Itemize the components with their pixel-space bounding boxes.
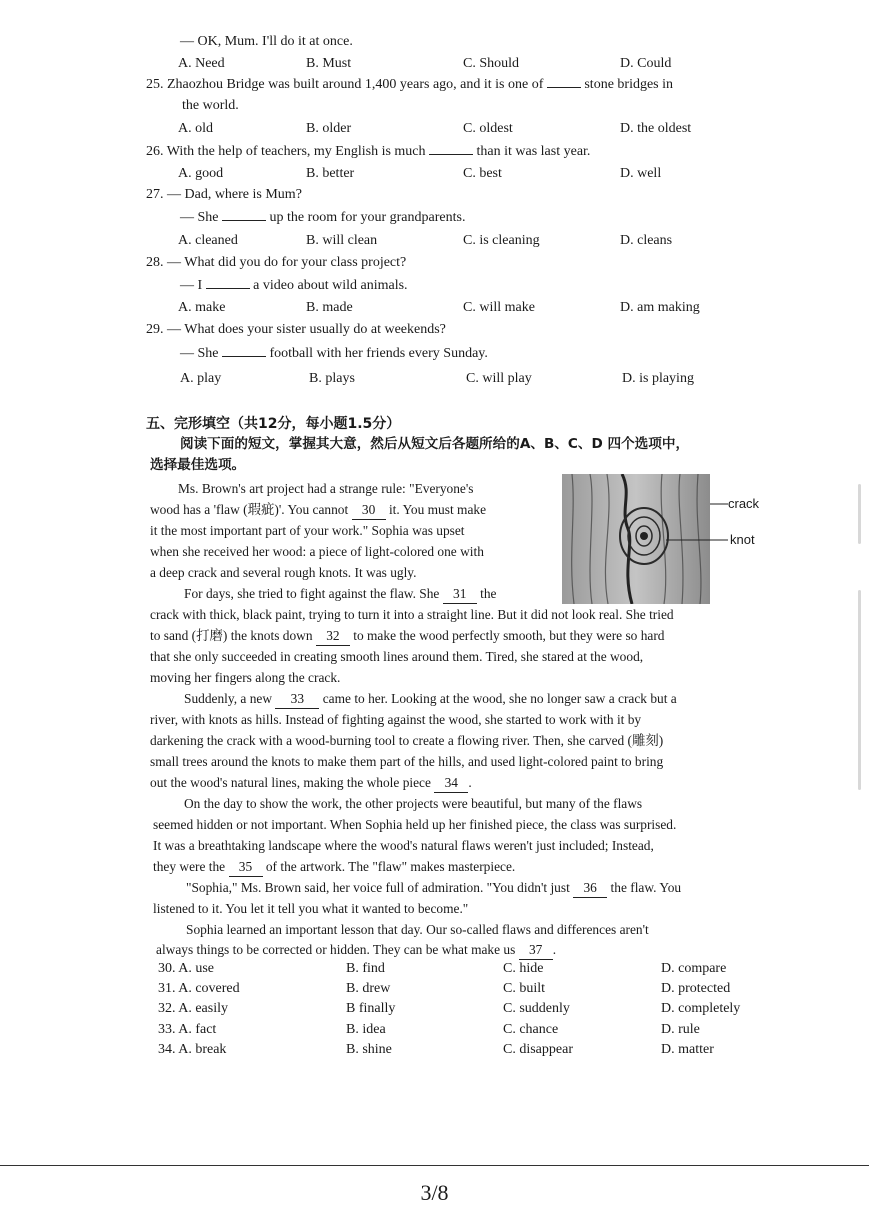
q28-option-c: C. will make	[463, 300, 535, 315]
q25-option-a: A. old	[178, 121, 213, 136]
q24-option-a: A. Need	[178, 56, 225, 71]
cloze-30-b: B. find	[346, 961, 385, 976]
q29-option-c: C. will play	[466, 371, 532, 386]
passage-text: .	[552, 942, 557, 957]
cloze-32-b: B finally	[346, 1001, 396, 1016]
passage-p2-line2: crack with thick, black paint, trying to turn it into a straight line. But it did not look real. She tried	[150, 607, 674, 622]
label-crack: crack	[728, 496, 760, 511]
blank-37: 37	[519, 941, 553, 960]
q26-stem	[146, 143, 590, 161]
q27-answer-part2: up the room for your grandparents.	[269, 210, 466, 225]
q25-stem-part2: stone bridges in	[584, 77, 674, 92]
passage-text: Suddenly, a new	[184, 691, 273, 706]
q27-answer	[180, 209, 465, 227]
q28-answer-part1: — I	[180, 278, 203, 293]
passage-p1-line1: Ms. Brown's art project had a strange rule: "Everyone's	[178, 481, 474, 496]
q29-blank	[222, 356, 266, 357]
cloze-31-c: C. built	[503, 981, 546, 996]
passage-p2-line5: moving her fingers along the crack.	[150, 670, 341, 685]
passage-text: "Sophia," Ms. Brown said, her voice full of admiration. "You didn't just	[186, 880, 570, 895]
q25-stem	[146, 76, 673, 94]
q29-stem: 29. — What does your sister usually do at weekends?	[146, 322, 446, 337]
blank-32: 32	[316, 627, 350, 646]
q24-option-d: D. Could	[620, 56, 672, 71]
passage-text: to make the wood perfectly smooth, but they were so hard	[353, 628, 665, 643]
cloze-31-d: D. protected	[661, 981, 731, 996]
q26-option-c: C. best	[463, 166, 502, 181]
blank-33: 33	[275, 690, 319, 709]
q27-option-a: A. cleaned	[178, 233, 238, 248]
q28-stem: 28. — What did you do for your class project?	[146, 255, 407, 270]
passage-text: to sand (打磨) the knots down	[150, 628, 313, 643]
cloze-30-d: D. compare	[661, 961, 727, 976]
passage-p1-line2	[150, 501, 486, 520]
q25-option-b: B. older	[306, 121, 352, 136]
passage-p3-line4: small trees around the knots to make them part of the hills, and used light-colored paint to bring	[150, 754, 664, 769]
q24-answer-line: — OK, Mum. I'll do it at once.	[180, 34, 353, 49]
passage-p1-line5: a deep crack and several rough knots. It was ugly.	[150, 565, 417, 580]
cloze-32-a: 32. A. easily	[158, 1001, 228, 1016]
passage-p4-line2: seemed hidden or not important. When Sophia held up her finished piece, the class was surprised.	[153, 817, 677, 832]
passage-text: the flaw. You	[610, 880, 682, 895]
q29-answer-part2: football with her friends every Sunday.	[269, 346, 488, 361]
q28-option-a: A. make	[178, 300, 226, 315]
cloze-34-b: B. shine	[346, 1042, 392, 1057]
q27-option-d: D. cleans	[620, 233, 673, 248]
passage-p3-line3: darkening the crack with a wood-burning tool to create a flowing river. Then, she carved (雕刻)	[150, 733, 664, 748]
cloze-34-d: D. matter	[661, 1042, 714, 1057]
q26-stem-part1: 26. With the help of teachers, my English is much	[146, 144, 426, 159]
section-instruction-2: 选择最佳选项。	[150, 457, 246, 473]
cloze-32-c: C. suddenly	[503, 1001, 570, 1016]
cloze-33-b: B. idea	[346, 1022, 386, 1037]
section-instruction-1: 阅读下面的短文，掌握其大意，然后从短文后各题所给的A、B、C、D 四个选项中，	[180, 436, 690, 452]
passage-p1-line4: when she received her wood: a piece of light-colored one with	[150, 544, 484, 559]
passage-p6-line1: Sophia learned an important lesson that day. Our so-called flaws and differences aren't	[186, 922, 649, 937]
blank-30: 30	[352, 501, 386, 520]
q25-option-c: C. oldest	[463, 121, 513, 136]
q26-stem-part2: than it was last year.	[476, 144, 591, 159]
section-title: 五、完形填空（共12分，每小题1.5分）	[146, 416, 401, 432]
passage-text: out the wood's natural lines, making the whole piece	[150, 775, 431, 790]
q24-option-b: B. Must	[306, 56, 352, 71]
cloze-30-c: C. hide	[503, 961, 544, 976]
label-knot: knot	[730, 532, 755, 547]
q25-stem-cont: the world.	[182, 98, 239, 113]
q25-option-d: D. the oldest	[620, 121, 692, 136]
passage-p6-line2	[156, 941, 556, 960]
q27-option-c: C. is cleaning	[463, 233, 540, 248]
passage-text: .	[468, 775, 472, 790]
cloze-31-b: B. drew	[346, 981, 391, 996]
q29-option-b: B. plays	[309, 371, 355, 386]
blank-31: 31	[443, 585, 477, 604]
q27-blank	[222, 220, 266, 221]
cloze-31-a: 31. A. covered	[158, 981, 240, 996]
cloze-30-a: 30. A. use	[158, 961, 214, 976]
passage-p5-line2: listened to it. You let it tell you what it wanted to become."	[153, 901, 469, 916]
scan-edge-mark	[858, 484, 861, 544]
passage-text: it. You must make	[388, 502, 487, 517]
q26-option-a: A. good	[178, 166, 224, 181]
passage-p5-line1	[186, 879, 681, 898]
q28-option-b: B. made	[306, 300, 353, 315]
passage-text: came to her. Looking at the wood, she no longer saw a crack but a	[322, 691, 677, 706]
passage-p3-line2: river, with knots as hills. Instead of fighting against the wood, she started to work with it by	[150, 712, 642, 727]
q28-answer	[180, 277, 408, 295]
q25-blank	[547, 87, 581, 88]
blank-35: 35	[229, 858, 263, 877]
wood-illustration	[562, 474, 762, 604]
passage-text: of the artwork. The "flaw" makes masterpiece.	[265, 859, 516, 874]
q27-option-b: B. will clean	[306, 233, 378, 248]
q29-answer-part1: — She	[180, 346, 219, 361]
passage-text: the	[480, 586, 497, 601]
q26-blank	[429, 154, 473, 155]
passage-p3-line1	[184, 690, 677, 709]
passage-p4-line3: It was a breathtaking landscape where the wood's natural flaws weren't just included; Instead,	[153, 838, 654, 853]
q27-stem: 27. — Dad, where is Mum?	[146, 187, 302, 202]
q28-answer-part2: a video about wild animals.	[253, 278, 408, 293]
passage-p4-line1: On the day to show the work, the other projects were beautiful, but many of the flaws	[184, 796, 643, 811]
cloze-33-a: 33. A. fact	[158, 1022, 217, 1037]
q26-option-b: B. better	[306, 166, 355, 181]
blank-36: 36	[573, 879, 607, 898]
cloze-33-d: D. rule	[661, 1022, 700, 1037]
q29-option-a: A. play	[180, 371, 222, 386]
q27-answer-part1: — She	[180, 210, 219, 225]
passage-p3-line5	[150, 774, 472, 793]
q29-option-d: D. is playing	[622, 371, 694, 386]
cloze-33-c: C. chance	[503, 1022, 559, 1037]
footer-divider	[0, 1165, 869, 1166]
passage-p2-line3	[150, 627, 665, 646]
q25-stem-part1: 25. Zhaozhou Bridge was built around 1,400 years ago, and it is one of	[146, 77, 544, 92]
q28-blank	[206, 288, 250, 289]
page-number: 3/8	[420, 1180, 449, 1205]
cloze-34-c: C. disappear	[503, 1042, 573, 1057]
q28-option-d: D. am making	[620, 300, 700, 315]
passage-p2-line4: that she only succeeded in creating smooth lines around them. Tired, she stared at the wood,	[150, 649, 644, 664]
passage-text: they were the	[153, 859, 226, 874]
q26-option-d: D. well	[620, 166, 662, 181]
scan-edge-mark	[858, 590, 861, 790]
passage-text: wood has a 'flaw (瑕疵)'. You cannot	[150, 502, 349, 517]
cloze-32-d: D. completely	[661, 1001, 741, 1016]
blank-34: 34	[434, 774, 468, 793]
passage-p2-line1	[184, 585, 496, 604]
passage-p1-line3: it the most important part of your work." Sophia was upset	[150, 523, 465, 538]
passage-text: For days, she tried to fight against the flaw. She	[184, 586, 440, 601]
cloze-34-a: 34. A. break	[158, 1042, 227, 1057]
passage-text: always things to be corrected or hidden. They can be what make us	[156, 942, 516, 957]
q29-answer	[180, 345, 488, 363]
passage-p4-line4	[153, 858, 515, 877]
q24-option-c: C. Should	[463, 56, 520, 71]
